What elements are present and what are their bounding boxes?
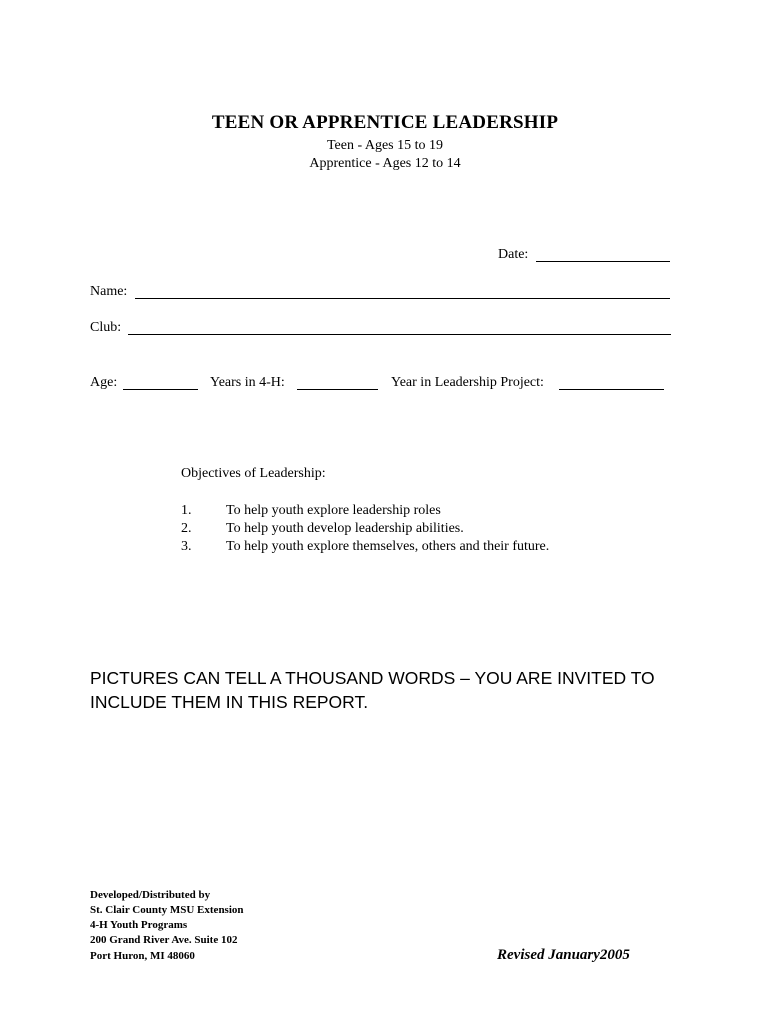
years-in-4h-field[interactable] bbox=[297, 389, 378, 390]
date-field[interactable] bbox=[536, 261, 670, 262]
name-field[interactable] bbox=[135, 298, 670, 299]
footer-line: St. Clair County MSU Extension bbox=[90, 904, 244, 916]
footer-line: Port Huron, MI 48060 bbox=[90, 950, 195, 962]
footer-line: Developed/Distributed by bbox=[90, 889, 211, 901]
objective-text: To help youth develop leadership abilities. bbox=[226, 521, 464, 536]
page-title: TEEN OR APPRENTICE LEADERSHIP bbox=[211, 112, 559, 133]
age-label: Age: bbox=[90, 375, 118, 390]
revision-date: Revised January2005 bbox=[497, 947, 630, 963]
name-label: Name: bbox=[90, 284, 128, 299]
footer-line: 4-H Youth Programs bbox=[90, 919, 188, 931]
age-field[interactable] bbox=[123, 389, 198, 390]
club-field[interactable] bbox=[128, 334, 671, 335]
date-label: Date: bbox=[498, 247, 529, 262]
objective-text: To help youth explore leadership roles bbox=[226, 503, 441, 518]
objectives-heading: Objectives of Leadership: bbox=[181, 466, 326, 481]
objective-number: 3. bbox=[181, 539, 192, 554]
footer-line: 200 Grand River Ave. Suite 102 bbox=[90, 934, 238, 946]
year-in-leadership-project-field[interactable] bbox=[559, 389, 664, 390]
pictures-invitation: PICTURES CAN TELL A THOUSAND WORDS – YOU ARE INVITED TO INCLUDE THEM IN THIS REPORT. bbox=[90, 668, 655, 712]
year-in-leadership-project-label: Year in Leadership Project: bbox=[391, 375, 544, 390]
objective-text: To help youth explore themselves, others and their future. bbox=[226, 539, 550, 554]
objective-number: 1. bbox=[181, 503, 192, 518]
club-label: Club: bbox=[90, 320, 122, 335]
subtitle-apprentice-ages: Apprentice - Ages 12 to 14 bbox=[309, 156, 461, 171]
years-in-4h-label: Years in 4-H: bbox=[210, 375, 285, 390]
subtitle-teen-ages: Teen - Ages 15 to 19 bbox=[326, 138, 444, 153]
objective-number: 2. bbox=[181, 521, 192, 536]
